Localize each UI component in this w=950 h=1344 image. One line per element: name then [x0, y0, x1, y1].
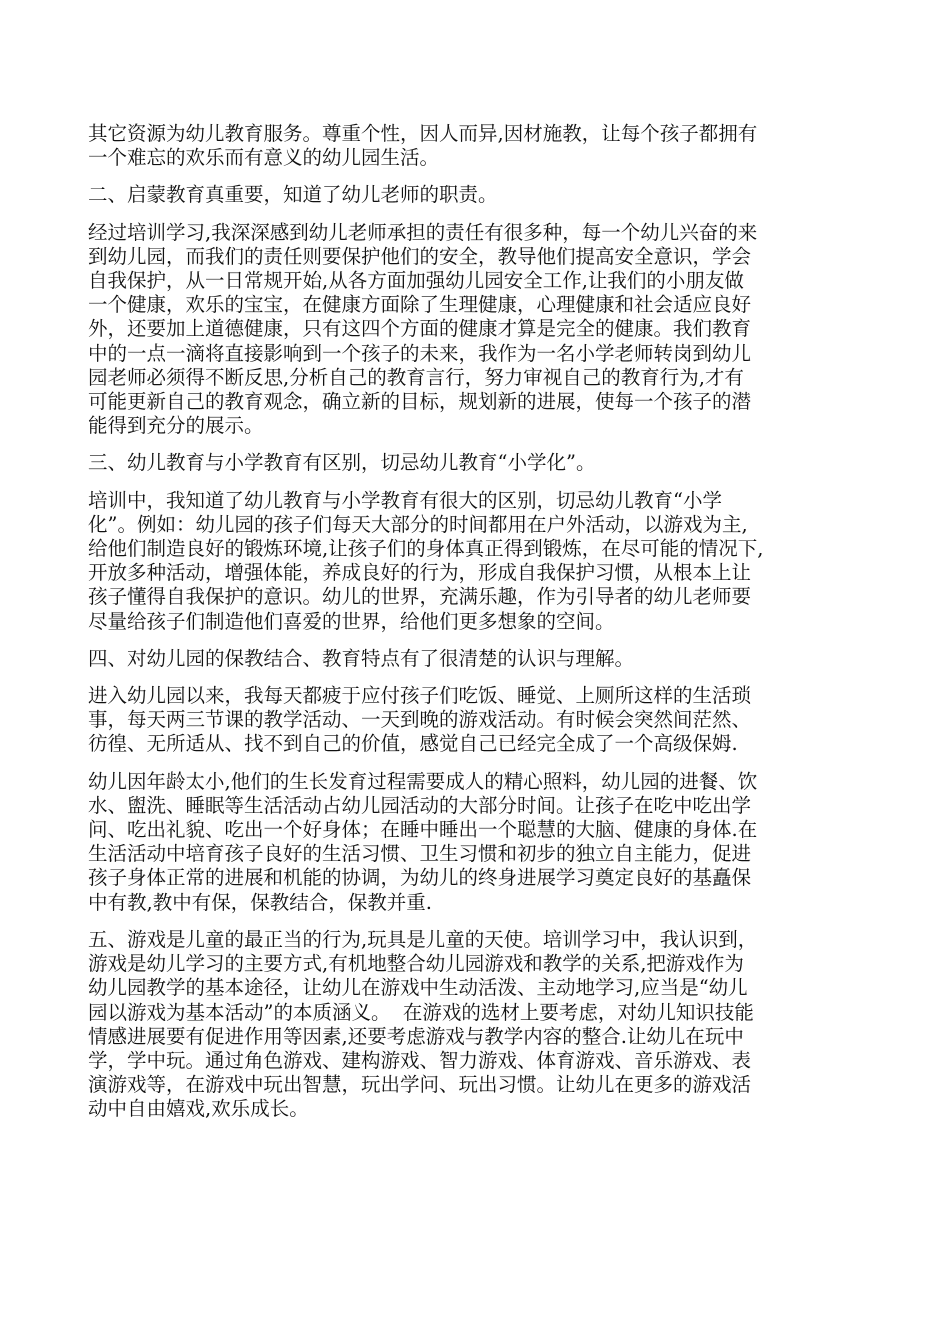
- paragraph-section-2: 经过培训学习,我深深感到幼儿老师承担的责任有很多种，每一个幼儿兴奋的来 到幼儿园，而我们的责任则要保护他们的安全，教导他们提高安全意识，学会 自我保护，从一日常规开始,从各方面加强幼儿园安全工作,让我们的小朋友做 一个健康，欢乐的宝宝，在健康方面除了生理健康，心理健康和社会适应良好 外，还要加上道德健康，只有这四个方面的健康才算是完全的健康。我们教育 中的一点一滴将直接影响到一个孩子的未来，我作为一名小学老师转岗到幼儿 园老师必须得不断反思,分析自己的教育言行，努力审视自己的教育行为,才有 可能更新自己的教育观念，确立新的目标，规划新的进展，使每一个孩子的潜 能得到充分的展示。: [88, 220, 758, 438]
- paragraph-section-3: 培训中，我知道了幼儿教育与小学教育有很大的区别，切忌幼儿教育“小学 化”。例如：幼儿园的孩子们每天大部分的时间都用在户外活动，以游戏为主, 给他们制造良好的锻炼环境,让孩子们的身体真正得到锻炼，在尽可能的情况下, 开放多种活动，增强体能，养成良好的行为，形成自我保护习惯，从根本上让 孩子懂得自我保护的意识。幼儿的世界，充满乐趣，作为引导者的幼儿老师要 尽量给孩子们制造他们喜爱的世界，给他们更多想象的空间。: [88, 488, 764, 633]
- section-heading-4: 四、对幼儿园的保教结合、教育特点有了很清楚的认识与理解。: [88, 646, 635, 670]
- paragraph-intro-continuation: 其它资源为幼儿教育服务。尊重个性，因人而异,因材施教，让每个孩子都拥有 一个难忘的欢乐而有意义的幼儿园生活。: [88, 122, 758, 170]
- section-heading-3: 三、幼儿教育与小学教育有区别，切忌幼儿教育“小学化”。: [88, 451, 596, 475]
- paragraph-section-5: 五、游戏是儿童的最正当的行为,玩具是儿童的天使。培训学习中，我认识到， 游戏是幼儿学习的主要方式,有机地整合幼儿园游戏和教学的关系,把游戏作为 幼儿园教学的基本途径，让幼儿在游戏中生动活泼、主动地学习,应当是“幼儿 园以游戏为基本活动”的本质涵义。 在游戏的选材上要考虑，对幼儿知识技能 情感进展要有促进作用等因素,还要考虑游戏与教学内容的整合.让幼儿在玩中 学，学中玩。通过角色游戏、建构游戏、智力游戏、体育游戏、音乐游戏、表 演游戏等，在游戏中玩出智慧，玩出学问、玩出习惯。让幼儿在更多的游戏活 动中自由嬉戏,欢乐成长。: [88, 927, 758, 1121]
- paragraph-section-4-b: 幼儿因年龄太小,他们的生长发育过程需要成人的精心照料，幼儿园的进餐、饮 水、盥洗、睡眠等生活活动占幼儿园活动的大部分时间。让孩子在吃中吃出学 问、吃出礼貌、吃出一个好身体；在睡中睡出一个聪慧的大脑、健康的身体.在 生活活动中培育孩子良好的生活习惯、卫生习惯和初步的独立自主能力，促进 孩子身体正常的进展和机能的协调，为幼儿的终身进展学习奠定良好的基矗保 中有教,教中有保，保教结合，保教并重.: [88, 769, 758, 914]
- section-heading-2: 二、启蒙教育真重要，知道了幼儿老师的职责。: [88, 183, 498, 207]
- paragraph-section-4-a: 进入幼儿园以来，我每天都疲于应付孩子们吃饭、睡觉、上厕所这样的生活琐 事，每天两三节课的教学活动、一天到晚的游戏活动。有时候会突然间茫然、 彷徨、无所适从、找不到自己的价值，感觉自己已经完全成了一个高级保姆.: [88, 684, 752, 756]
- document-body: [88, 122, 868, 1135]
